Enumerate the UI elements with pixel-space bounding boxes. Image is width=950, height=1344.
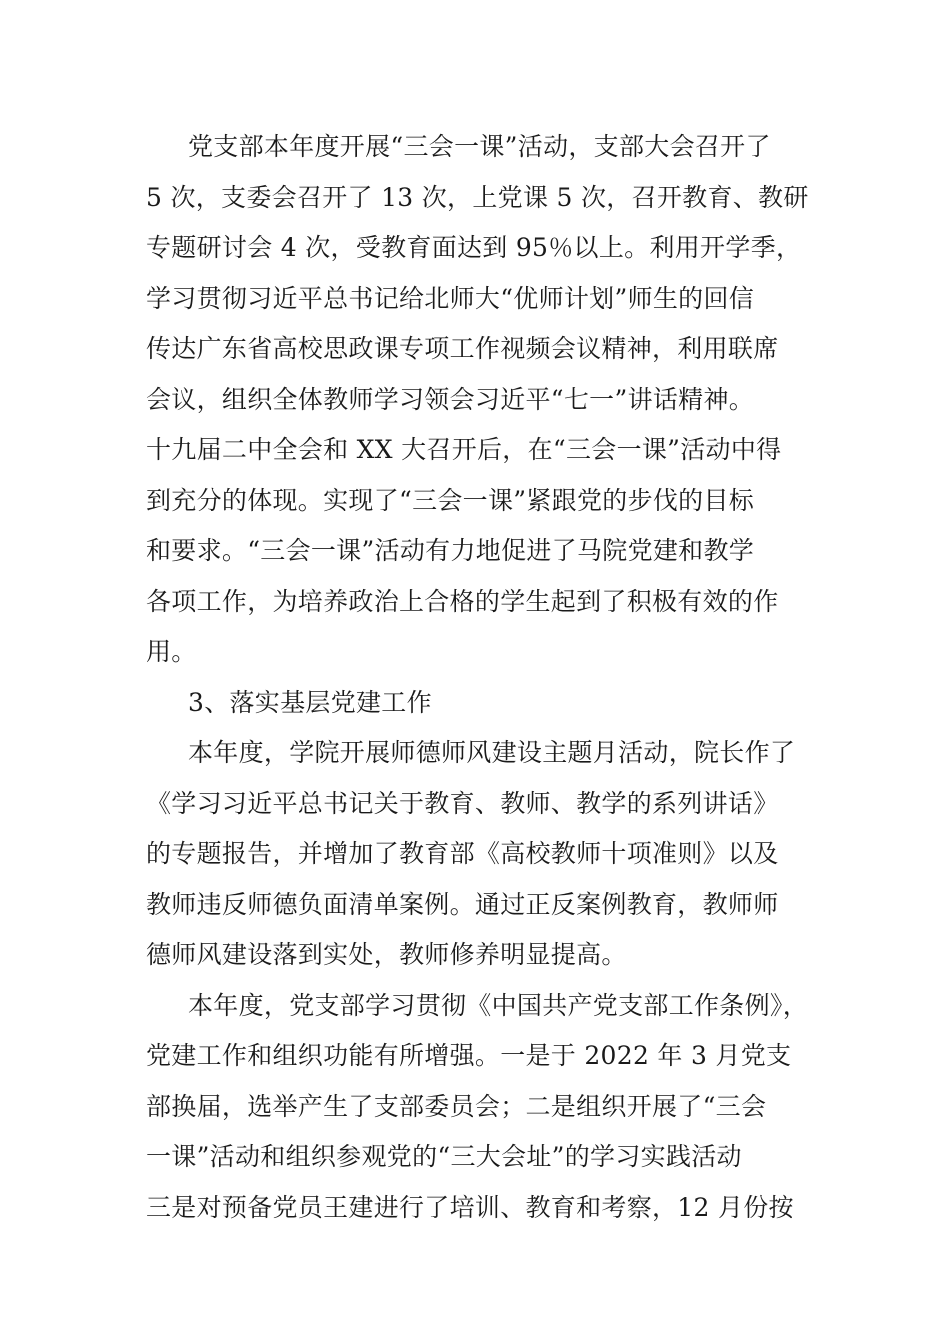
paragraph-1-line-1: 党支部本年度开展“三会一课”活动，支部大会召开了 bbox=[188, 132, 771, 161]
section-heading: 3、落实基层党建工作 bbox=[188, 688, 432, 717]
paragraph-3-line-4: 一课”活动和组织参观党的“三大会址”的学习实践活动 bbox=[146, 1142, 742, 1171]
paragraph-2-line-2: 《学习习近平总书记关于教育、教师、教学的系列讲话》 bbox=[146, 789, 779, 818]
paragraph-1-line-10: 各项工作，为培养政治上合格的学生起到了积极有效的作 bbox=[146, 587, 779, 616]
paragraph-3-line-3: 部换届，选举产生了支部委员会；二是组织开展了“三会 bbox=[146, 1092, 767, 1121]
paragraph-1-line-11: 用。 bbox=[146, 637, 197, 666]
paragraph-1-line-9: 和要求。“三会一课”活动有力地促进了马院党建和教学 bbox=[146, 536, 755, 565]
paragraph-2-line-4: 教师违反师德负面清单案例。通过正反案例教育，教师师 bbox=[146, 890, 779, 919]
paragraph-1-line-3: 专题研讨会 4 次，受教育面达到 95％以上。利用开学季， bbox=[146, 233, 802, 262]
paragraph-1-line-5: 传达广东省高校思政课专项工作视频会议精神，利用联席 bbox=[146, 334, 779, 363]
paragraph-1-line-2: 5 次，支委会召开了 13 次，上党课 5 次，召开教育、教研 bbox=[146, 183, 809, 212]
paragraph-1-line-4: 学习贯彻习近平总书记给北师大“优师计划”师生的回信 bbox=[146, 284, 755, 313]
paragraph-1-line-6: 会议，组织全体教师学习领会习近平“七一”讲话精神。 bbox=[146, 385, 755, 414]
paragraph-1-line-8: 到充分的体现。实现了“三会一课”紧跟党的步伐的目标 bbox=[146, 486, 755, 515]
paragraph-1-line-7: 十九届二中全会和 XX 大召开后，在“三会一课”活动中得 bbox=[146, 435, 782, 464]
paragraph-3-line-2: 党建工作和组织功能有所增强。一是于 2022 年 3 月党支 bbox=[146, 1041, 792, 1070]
paragraph-3-line-1: 本年度，党支部学习贯彻《中国共产党支部工作条例》， bbox=[188, 991, 809, 1020]
paragraph-3-line-5: 三是对预备党员王建进行了培训、教育和考察，12 月份按 bbox=[146, 1193, 794, 1222]
paragraph-2-line-5: 德师风建设落到实处，教师修养明显提高。 bbox=[146, 940, 627, 969]
paragraph-2-line-1: 本年度，学院开展师德师风建设主题月活动，院长作了 bbox=[188, 738, 796, 767]
paragraph-2-line-3: 的专题报告，并增加了教育部《高校教师十项准则》以及 bbox=[146, 839, 779, 868]
